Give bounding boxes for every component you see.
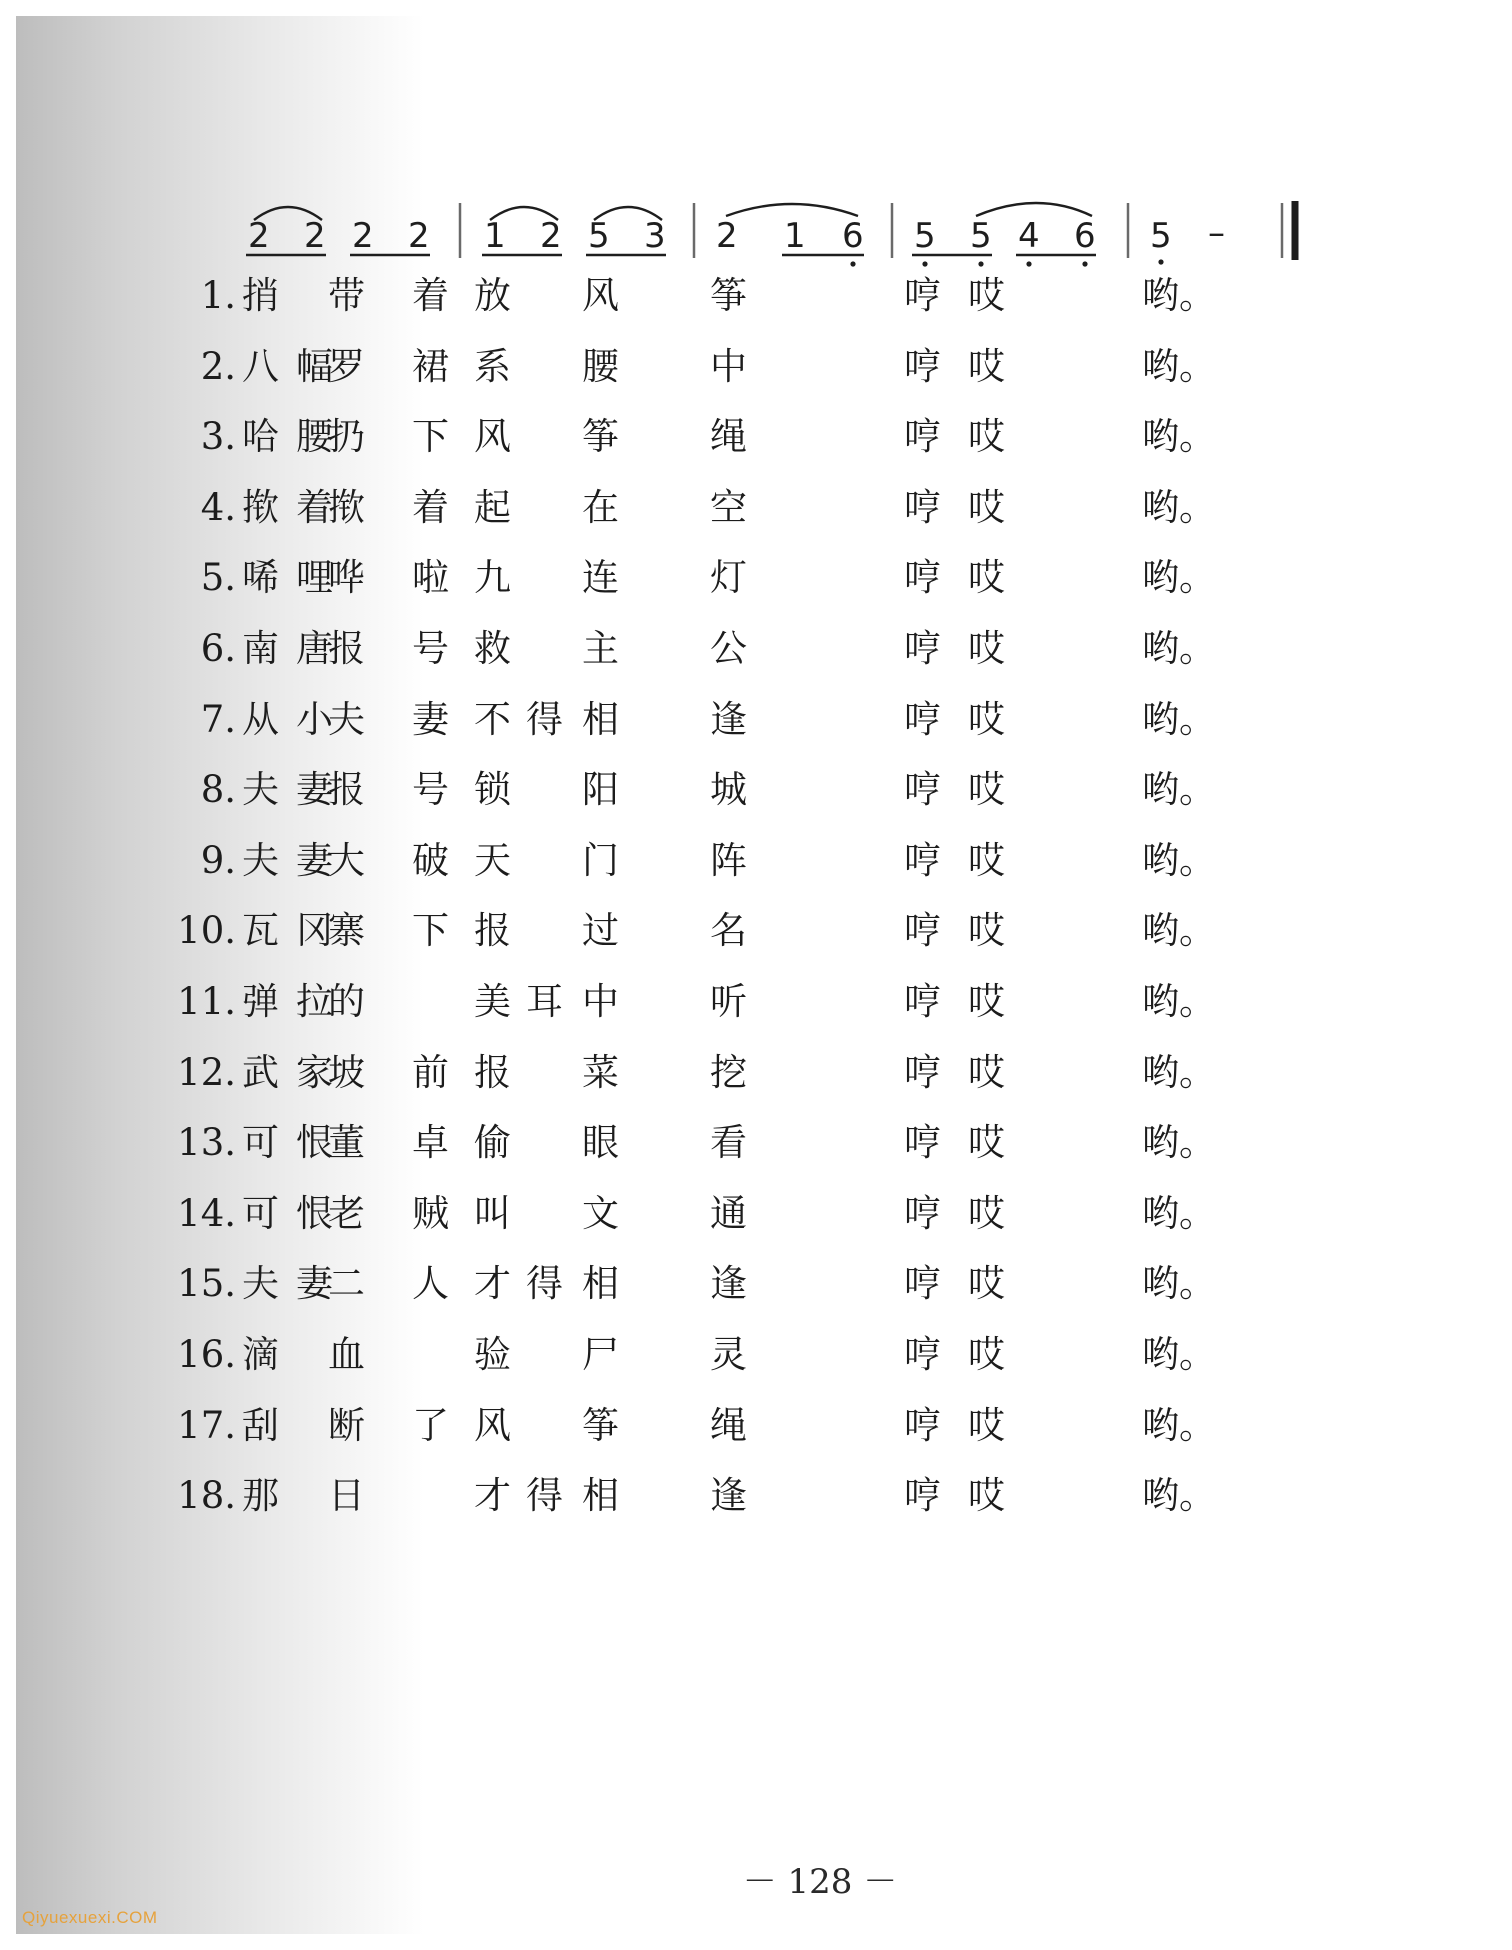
lyric-char: 妻 xyxy=(296,838,333,882)
lyric-char: 前 xyxy=(412,1050,449,1094)
verse-number: 14. xyxy=(177,1191,236,1235)
lyric-char: 哼 xyxy=(904,909,941,953)
lyric-char: 号 xyxy=(412,627,449,670)
lyric-char: 哟。 xyxy=(1142,415,1216,459)
lyric-char: 腰 xyxy=(582,344,619,388)
lyric-char: 哼 xyxy=(904,838,941,882)
lyric-char: 哼 xyxy=(904,980,941,1023)
lyric-char: 报 xyxy=(328,627,365,670)
verse-row xyxy=(0,484,1512,544)
lyric-char: 尸 xyxy=(582,1333,619,1376)
lyric-char: 哎 xyxy=(968,1121,1005,1165)
dash: – xyxy=(1208,213,1225,253)
lyric-char: 放 xyxy=(474,274,511,317)
lyric-char: 系 xyxy=(474,344,511,388)
note: 1 xyxy=(784,216,806,256)
verse-number: 4. xyxy=(200,485,236,529)
lyric-char: 刮 xyxy=(242,1403,279,1447)
lyric-char: 夫 xyxy=(242,1262,279,1306)
lyric-char: 啦 xyxy=(412,556,449,600)
lyric-char: 哼 xyxy=(904,1121,941,1165)
lyric-char: 哎 xyxy=(968,980,1005,1023)
lyric-char: 哟。 xyxy=(1142,1403,1216,1447)
lyric-char: 筝 xyxy=(710,274,747,317)
lyric-char: 得 xyxy=(526,1474,563,1518)
verse-row xyxy=(0,766,1512,826)
lyric-char: 相 xyxy=(582,1262,619,1306)
lyric-char: 文 xyxy=(582,1191,619,1235)
verse-number: 6. xyxy=(200,627,236,670)
lyric-char: 名 xyxy=(710,909,747,953)
lyric-char: 才 xyxy=(474,1262,511,1306)
lyric-char: 了 xyxy=(412,1403,449,1447)
lyric-char: 相 xyxy=(582,697,619,741)
lyric-char: 哟。 xyxy=(1142,344,1216,388)
verse-number: 8. xyxy=(200,768,236,812)
lyric-char: 扔 xyxy=(328,415,365,459)
lyric-char: 哎 xyxy=(968,344,1005,388)
lyric-char: 着 xyxy=(296,485,333,529)
lyric-char: 裙 xyxy=(412,344,449,388)
lyric-char: 人 xyxy=(412,1262,449,1306)
lyric-char: 腰 xyxy=(296,415,333,459)
lyric-char: 夫 xyxy=(328,697,365,741)
lyric-char: 哟。 xyxy=(1142,556,1216,600)
verse-number: 10. xyxy=(177,909,236,953)
lyric-char: 筝 xyxy=(582,1403,619,1447)
note: 2 xyxy=(408,216,430,256)
lyric-char: 破 xyxy=(412,838,449,882)
lyric-char: 寨 xyxy=(328,909,365,953)
lyric-char: 救 xyxy=(474,627,511,670)
lyric-char: 逢 xyxy=(710,1474,747,1518)
lyric-char: 空 xyxy=(710,485,747,529)
lyric-char: 哎 xyxy=(968,1333,1005,1376)
verse-number: 9. xyxy=(200,838,236,882)
lyric-char: 起 xyxy=(474,485,511,529)
note: 3 xyxy=(644,216,666,256)
verse-number: 7. xyxy=(200,697,236,741)
lyric-char: 哎 xyxy=(968,485,1005,529)
lyric-char: 滴 xyxy=(242,1333,279,1376)
lyric-char: 下 xyxy=(412,909,449,953)
lyric-char: 揿 xyxy=(242,485,279,529)
lyric-char: 挖 xyxy=(710,1050,747,1094)
verse-row xyxy=(0,625,1512,685)
lyric-char: 带 xyxy=(328,274,365,317)
note: 5 xyxy=(1150,216,1172,256)
lyric-char: 贼 xyxy=(412,1191,449,1235)
lyric-char: 卓 xyxy=(412,1121,449,1165)
lyric-char: 冈 xyxy=(296,909,333,953)
lyric-char: 风 xyxy=(582,274,619,317)
lyric-char: 通 xyxy=(710,1191,747,1235)
lyric-char: 哟。 xyxy=(1142,1262,1216,1306)
lyric-char: 哼 xyxy=(904,1191,941,1235)
lyric-char: 哼 xyxy=(904,274,941,317)
lyric-char: 哎 xyxy=(968,556,1005,600)
lyric-char: 恨 xyxy=(296,1191,333,1235)
lyric-char: 阳 xyxy=(582,768,619,812)
lyric-char: 风 xyxy=(474,1403,511,1447)
lyric-char: 捎 xyxy=(242,274,279,317)
lyric-char: 罗 xyxy=(328,344,365,388)
lyric-char: 中 xyxy=(582,980,619,1023)
verse-row xyxy=(0,554,1512,614)
lyric-char: 哼 xyxy=(904,415,941,459)
lyric-char: 哎 xyxy=(968,768,1005,812)
verse-row xyxy=(0,907,1512,967)
verse-number: 3. xyxy=(200,415,236,459)
verse-row xyxy=(0,978,1512,1038)
lyric-char: 日 xyxy=(328,1474,365,1518)
lyric-char: 风 xyxy=(474,415,511,459)
lyric-char: 哼 xyxy=(904,485,941,529)
note: 5 xyxy=(914,216,936,256)
note: 5 xyxy=(588,216,610,256)
lyric-char: 哟。 xyxy=(1142,485,1216,529)
lyric-char: 菜 xyxy=(582,1050,619,1094)
lyric-char: 哼 xyxy=(904,1050,941,1094)
lyric-char: 城 xyxy=(710,768,747,812)
lyric-char: 在 xyxy=(582,485,619,529)
lyric-char: 阵 xyxy=(710,838,747,882)
lyric-char: 绳 xyxy=(710,1403,747,1447)
lyric-char: 可 xyxy=(242,1121,279,1165)
lyric-char: 美 xyxy=(474,980,511,1023)
lyric-char: 武 xyxy=(242,1050,279,1094)
lyric-char: 眼 xyxy=(582,1121,619,1165)
lyric-char: 哟。 xyxy=(1142,697,1216,741)
lyric-char: 八 xyxy=(242,344,279,388)
lyric-char: 九 xyxy=(474,556,511,600)
lyric-char: 哟。 xyxy=(1142,1191,1216,1235)
verse-row xyxy=(0,413,1512,473)
lyric-char: 哟。 xyxy=(1142,909,1216,953)
lyric-char: 拉 xyxy=(296,980,333,1023)
watermark: Qiyuexuexi.COM xyxy=(22,1908,158,1927)
lyric-char: 可 xyxy=(242,1191,279,1235)
lyric-char: 哎 xyxy=(968,1262,1005,1306)
lyric-char: 得 xyxy=(526,697,563,741)
lyric-char: 妻 xyxy=(296,1262,333,1306)
verse-number: 11. xyxy=(177,980,236,1023)
lyric-char: 耳 xyxy=(526,980,563,1023)
note: 2 xyxy=(304,216,326,256)
lyric-char: 门 xyxy=(582,838,619,882)
lyric-char: 哎 xyxy=(968,1050,1005,1094)
verse-number: 5. xyxy=(200,556,236,600)
note: 2 xyxy=(248,216,270,256)
lyric-char: 哎 xyxy=(968,838,1005,882)
lyric-char: 断 xyxy=(328,1403,365,1447)
lyric-char: 哟。 xyxy=(1142,1050,1216,1094)
verse-row xyxy=(0,1119,1512,1179)
lyric-char: 瓦 xyxy=(242,909,279,953)
lyric-char: 过 xyxy=(582,909,619,953)
lyric-char: 那 xyxy=(242,1474,279,1518)
lyric-char: 不 xyxy=(474,697,511,741)
lyric-char: 哎 xyxy=(968,627,1005,670)
lyric-char: 二 xyxy=(328,1262,365,1306)
lyric-char: 哟。 xyxy=(1142,1333,1216,1376)
lyric-char: 中 xyxy=(710,344,747,388)
lyric-char: 灯 xyxy=(710,556,747,600)
lyric-char: 南 xyxy=(242,627,279,670)
lyric-char: 报 xyxy=(474,1050,511,1094)
lyric-char: 报 xyxy=(474,909,511,953)
lyric-char: 哟。 xyxy=(1142,980,1216,1023)
lyric-char: 验 xyxy=(474,1333,511,1376)
lyric-char: 哼 xyxy=(904,344,941,388)
lyric-char: 家 xyxy=(296,1050,333,1094)
note: 2 xyxy=(716,216,738,256)
verse-row xyxy=(0,837,1512,897)
lyric-char: 连 xyxy=(582,556,619,600)
lyric-char: 哎 xyxy=(968,697,1005,741)
lyric-char: 哼 xyxy=(904,1474,941,1518)
lyric-char: 夫 xyxy=(242,838,279,882)
lyric-char: 幅 xyxy=(296,344,333,388)
lyric-char: 绳 xyxy=(710,415,747,459)
note: 4 xyxy=(1018,216,1040,256)
lyric-char: 公 xyxy=(710,627,747,670)
lyric-char: 哼 xyxy=(904,1262,941,1306)
lyric-char: 哎 xyxy=(968,909,1005,953)
lyric-char: 哼 xyxy=(904,627,941,670)
note: 1 xyxy=(484,216,506,256)
lyric-char: 哟。 xyxy=(1142,768,1216,812)
lyric-char: 着 xyxy=(412,485,449,529)
lyric-char: 哎 xyxy=(968,274,1005,317)
verse-number: 15. xyxy=(177,1262,236,1306)
lyric-char: 天 xyxy=(474,838,511,882)
lyric-char: 的 xyxy=(328,980,365,1023)
lyric-char: 哩 xyxy=(296,556,333,600)
lyric-char: 下 xyxy=(412,415,449,459)
lyric-char: 唏 xyxy=(242,556,279,600)
verse-number: 18. xyxy=(177,1474,236,1518)
lyric-char: 相 xyxy=(582,1474,619,1518)
lyric-char: 唐 xyxy=(296,627,333,670)
lyric-char: 哟。 xyxy=(1142,838,1216,882)
lyric-char: 哼 xyxy=(904,1403,941,1447)
lyric-char: 叫 xyxy=(474,1191,511,1235)
lyric-char: 揿 xyxy=(328,485,365,529)
lyric-char: 夫 xyxy=(242,768,279,812)
lyric-char: 哼 xyxy=(904,768,941,812)
note: 2 xyxy=(540,216,562,256)
lyric-char: 哟。 xyxy=(1142,1474,1216,1518)
note: 6 xyxy=(842,216,864,256)
lyric-char: 灵 xyxy=(710,1333,747,1376)
lyric-char: 哼 xyxy=(904,556,941,600)
lyric-char: 血 xyxy=(328,1333,365,1376)
lyric-char: 着 xyxy=(412,274,449,317)
lyric-char: 董 xyxy=(328,1121,365,1165)
lyric-char: 逢 xyxy=(710,697,747,741)
lyric-char: 得 xyxy=(526,1262,563,1306)
lyric-char: 哎 xyxy=(968,1191,1005,1235)
lyric-char: 才 xyxy=(474,1474,511,1518)
lyric-char: 哈 xyxy=(242,415,279,459)
verse-row xyxy=(0,1260,1512,1320)
lyric-char: 老 xyxy=(328,1191,365,1235)
lyric-char: 哗 xyxy=(328,556,365,600)
lyric-char: 哼 xyxy=(904,1333,941,1376)
lyric-char: 筝 xyxy=(582,415,619,459)
lyric-char: 报 xyxy=(328,768,365,812)
lyric-char: 主 xyxy=(582,627,619,670)
verse-number: 2. xyxy=(200,344,236,388)
note: 6 xyxy=(1074,216,1096,256)
lyric-char: 小 xyxy=(296,697,333,741)
lyric-char: 恨 xyxy=(296,1121,333,1165)
verse-number: 13. xyxy=(177,1121,236,1165)
note: 2 xyxy=(352,216,374,256)
lyric-char: 弹 xyxy=(242,980,279,1023)
verse-row xyxy=(0,1472,1512,1532)
lyric-char: 哼 xyxy=(904,697,941,741)
verse-row xyxy=(0,343,1512,403)
verse-row xyxy=(0,696,1512,756)
lyric-char: 从 xyxy=(242,697,279,741)
lyric-char: 哟。 xyxy=(1142,627,1216,670)
lyric-char: 号 xyxy=(412,768,449,812)
verse-number: 12. xyxy=(177,1050,236,1094)
lyric-char: 坡 xyxy=(328,1050,365,1094)
lyric-char: 锁 xyxy=(474,768,511,812)
page-number: － 128 － xyxy=(742,1862,898,1902)
lyric-char: 妻 xyxy=(296,768,333,812)
lyric-char: 哟。 xyxy=(1142,1121,1216,1165)
lyric-char: 哎 xyxy=(968,1474,1005,1518)
verse-row xyxy=(0,1402,1512,1462)
lyric-char: 逢 xyxy=(710,1262,747,1306)
verse-number: 16. xyxy=(177,1333,236,1376)
lyric-char: 听 xyxy=(710,980,747,1023)
verse-number: 1. xyxy=(200,274,236,317)
lyric-char: 看 xyxy=(710,1121,747,1165)
verse-row xyxy=(0,1190,1512,1250)
verse-row xyxy=(0,1331,1512,1391)
verse-row xyxy=(0,272,1512,332)
note: 5 xyxy=(970,216,992,256)
verse-number: 17. xyxy=(177,1403,236,1447)
lyric-char: 大 xyxy=(328,838,365,882)
lyric-char: 哎 xyxy=(968,1403,1005,1447)
lyric-char: 妻 xyxy=(412,697,449,741)
lyric-char: 偷 xyxy=(474,1121,511,1165)
lyric-char: 哎 xyxy=(968,415,1005,459)
verse-row xyxy=(0,1049,1512,1109)
lyric-char: 哟。 xyxy=(1142,274,1216,317)
